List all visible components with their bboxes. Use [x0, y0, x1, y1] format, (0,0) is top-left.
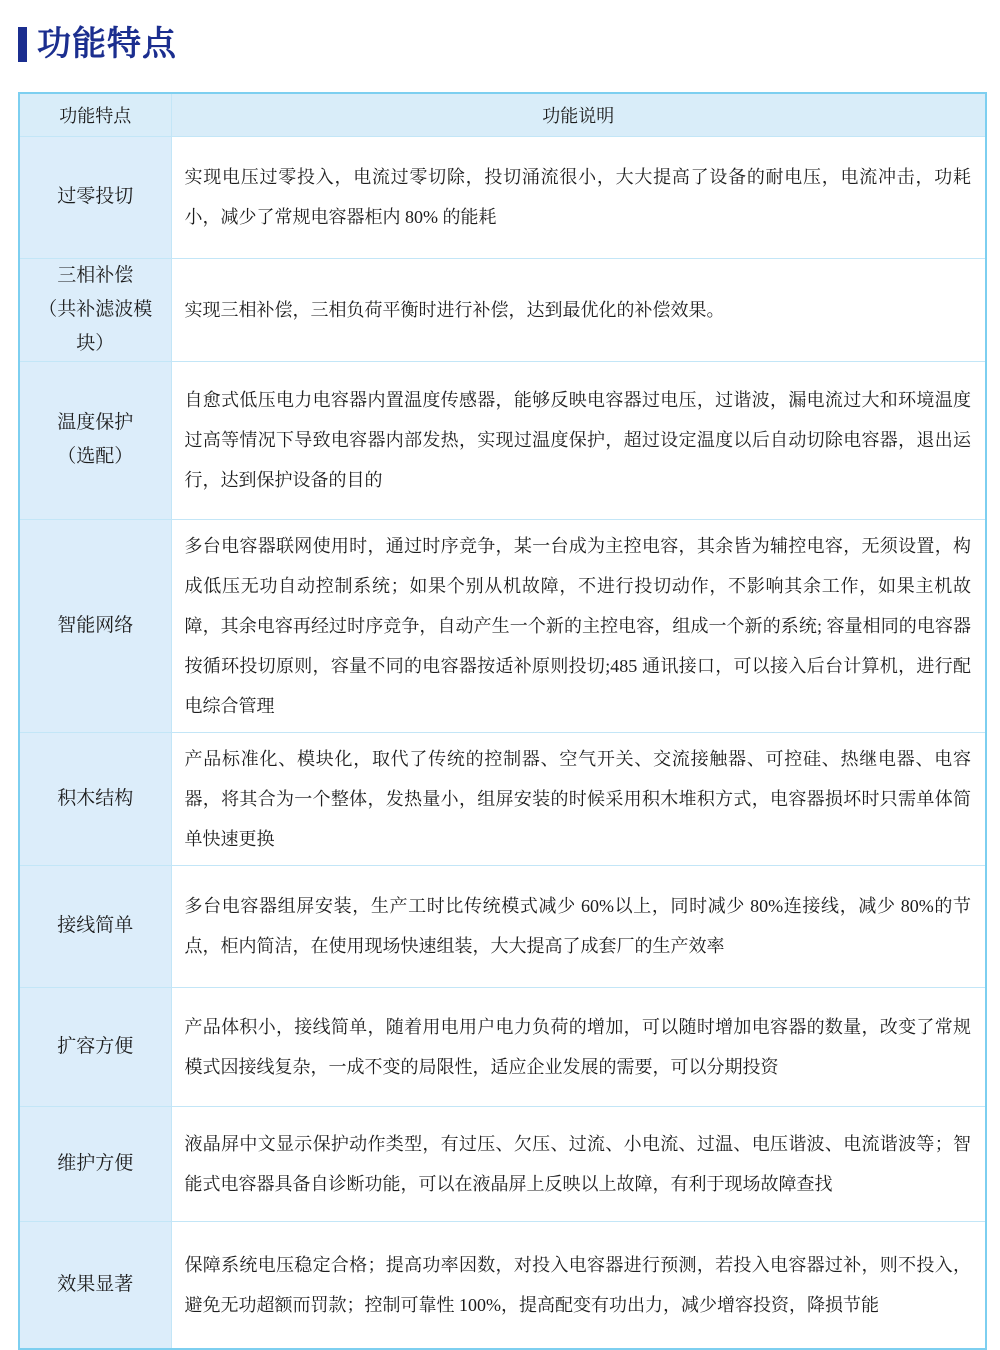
- table-row: [19, 987, 986, 1106]
- feature-name: 温度保护: [57, 412, 134, 433]
- table-row: [19, 136, 986, 258]
- feature-name-cell: [19, 732, 171, 865]
- title-accent-bar-icon: [18, 27, 27, 62]
- column-header-feature: 功能特点: [19, 93, 171, 136]
- feature-description: 液晶屏中文显示保护动作类型，有过压、欠压、过流、小电流、过温、电压谐波、电流谐波等；智能式电容器具备自诊断功能，可以在液晶屏上反映以上故障，有利于现场故障查找: [171, 1106, 986, 1221]
- feature-subname: （共补滤波模块）: [38, 298, 153, 354]
- section-header: [18, 22, 987, 66]
- page-title: 功能特点: [37, 25, 177, 63]
- table-row: [19, 732, 986, 865]
- feature-name-cell: [19, 258, 171, 361]
- column-header-description: 功能说明: [171, 93, 986, 136]
- feature-name-cell: [19, 136, 171, 258]
- feature-name: 效果显著: [57, 1273, 134, 1295]
- feature-description: 多台电容器联网使用时，通过时序竞争，某一台成为主控电容，其余皆为辅控电容，无须设置，构成低压无功自动控制系统；如果个别从机故障，不进行投切动作，不影响其余工作，如果主机故障，其余电容再经过时序竞争，自动产生一个新的主控电容，组成一个新的系统; 容量相同的电容器按循环投切原则，容量不同的电容器按适补原则投切;485 通讯接口，可以接入后台计算机，进行配电综合管理: [171, 519, 986, 732]
- feature-name-cell: [19, 865, 171, 987]
- feature-description: 产品体积小，接线简单，随着用电用户电力负荷的增加，可以随时增加电容器的数量，改变了常规模式因接线复杂，一成不变的局限性，适应企业发展的需要，可以分期投资: [171, 987, 986, 1106]
- table-row: [19, 1106, 986, 1221]
- feature-table-head: [19, 93, 986, 136]
- feature-table: [18, 92, 987, 1350]
- feature-name: 扩容方便: [57, 1035, 134, 1057]
- feature-description: 自愈式低压电力电容器内置温度传感器，能够反映电容器过电压，过谐波，漏电流过大和环境温度过高等情况下导致电容器内部发热，实现过温度保护，超过设定温度以后自动切除电容器，退出运行，达到保护设备的目的: [171, 361, 986, 519]
- table-row: [19, 519, 986, 732]
- table-header-row: [19, 93, 986, 136]
- feature-name: 积木结构: [57, 787, 134, 809]
- feature-name-cell: [19, 361, 171, 519]
- feature-name-cell: [19, 1106, 171, 1221]
- feature-name-cell: [19, 1221, 171, 1349]
- feature-description: 实现电压过零投入，电流过零切除，投切涌流很小，大大提高了设备的耐电压，电流冲击，功耗小，减少了常规电容器柜内 80% 的能耗: [171, 136, 986, 258]
- feature-description: 保障系统电压稳定合格；提高功率因数，对投入电容器进行预测，若投入电容器过补，则不投入，避免无功超额而罚款；控制可靠性 100%，提高配变有功出力，减少增容投资，降损节能: [171, 1221, 986, 1349]
- feature-name: 接线简单: [57, 915, 134, 936]
- feature-table-body: [19, 136, 986, 1349]
- table-row: [19, 361, 986, 519]
- feature-description: 多台电容器组屏安装，生产工时比传统模式减少 60%以上，同时减少 80%连接线，减少 80%的节点，柜内简洁，在使用现场快速组装，大大提高了成套厂的生产效率: [171, 865, 986, 987]
- feature-name: 三相补偿: [57, 264, 134, 286]
- feature-description: 产品标准化、模块化，取代了传统的控制器、空气开关、交流接触器、可控硅、热继电器、电容器，将其合为一个整体，发热量小，组屏安装的时候采用积木堆积方式，电容器损坏时只需单体简单快速更换: [171, 732, 986, 865]
- feature-description: 实现三相补偿，三相负荷平衡时进行补偿，达到最优化的补偿效果。: [171, 258, 986, 361]
- table-row: [19, 258, 986, 361]
- feature-name-cell: [19, 519, 171, 732]
- feature-name: 维护方便: [57, 1152, 134, 1174]
- feature-subname: （选配）: [57, 446, 134, 467]
- feature-name-cell: [19, 987, 171, 1106]
- table-row: [19, 1221, 986, 1349]
- feature-name: 智能网络: [57, 614, 134, 636]
- feature-name: 过零投切: [57, 186, 134, 207]
- table-row: [19, 865, 986, 987]
